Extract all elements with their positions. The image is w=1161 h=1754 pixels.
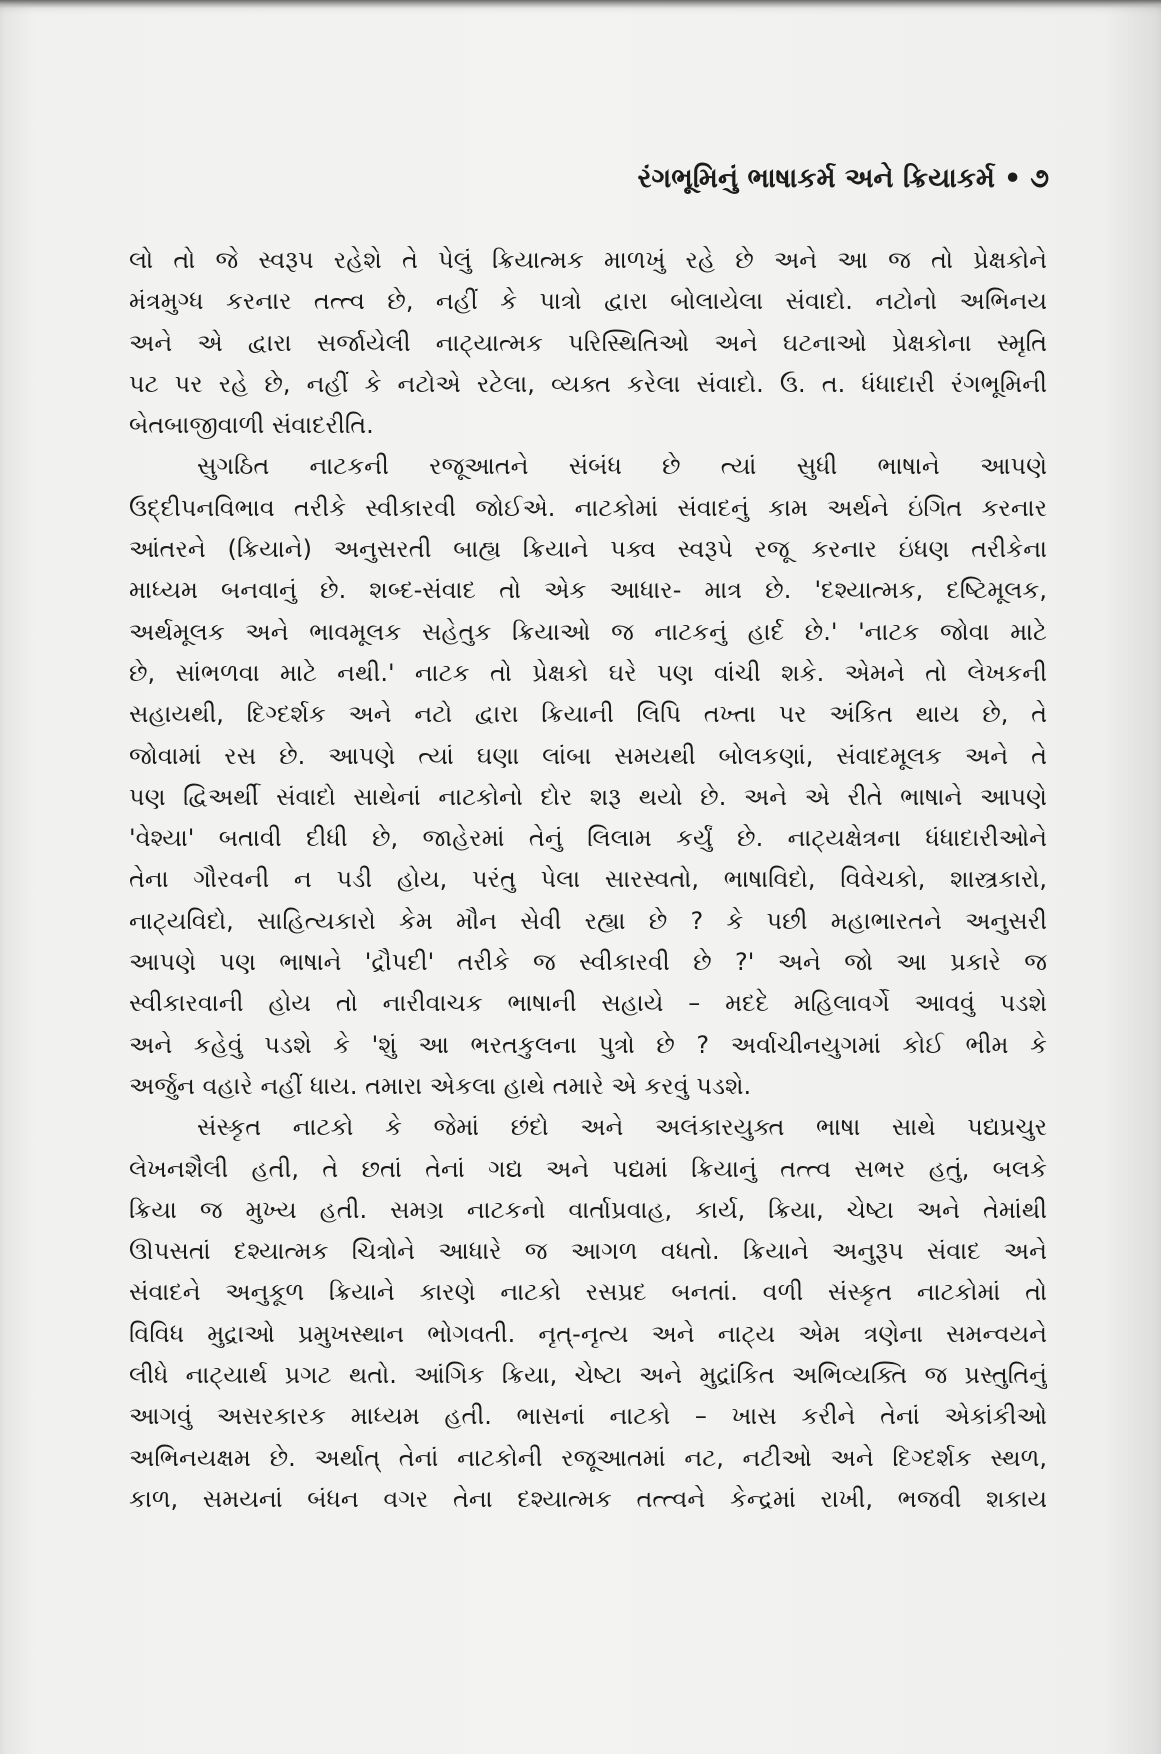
- body-text: [129, 240, 1047, 1520]
- running-head: [638, 163, 1049, 195]
- paragraph: [129, 240, 1047, 446]
- text-line: અને કહેવું પડશે કે 'શું આ ભરતકુલના પુત્રો છે ? અર્વાચીનયુગમાં કોઈ ભીમ કે: [129, 1030, 1047, 1059]
- text-line: વિવિધ મુદ્રાઓ પ્રમુખસ્થાન ભોગવતી. નૃત્-નૃત્ય અને નાટ્ય એમ ત્રણેના સમન્વયને: [129, 1319, 1047, 1348]
- page-top-edge-shadow: [0, 0, 1161, 8]
- text-line: બેતબાજીવાળી સંવાદરીતિ.: [129, 411, 374, 440]
- text-line: માધ્યમ બનવાનું છે. શબ્દ-સંવાદ તો એક આધાર- માત્ર છે. 'દશ્યાત્મક, દષ્ટિમૂલક,: [129, 576, 1047, 605]
- text-line: લીધે નાટ્યાર્થ પ્રગટ થતો. આંગિક ક્રિયા, ચેષ્ટા અને મુદ્રાંકિત અભિવ્યક્તિ જ પ્રસ્તુતિનું: [129, 1361, 1047, 1390]
- text-line: અભિનયક્ષમ છે. અર્થાત્ તેનાં નાટકોની રજૂઆતમાં નટ, નટીઓ અને દિગ્દર્શક સ્થળ,: [129, 1443, 1047, 1472]
- text-line: અર્જુન વહારે નહીં ધાય. તમારા એકલા હાથે તમારે એ કરવું પડશે.: [129, 1071, 752, 1100]
- text-line: સ્વીકારવાની હોય તો નારીવાચક ભાષાની સહાયે – મદદે મહિલાવર્ગે આવવું પડશે: [129, 989, 1047, 1018]
- running-head-title: રંગભૂમિનું ભાષાકર્મ અને ક્રિયાકર્મ: [637, 163, 995, 194]
- running-head-separator: •: [1003, 163, 1022, 194]
- page-number: ૭: [1030, 163, 1049, 194]
- text-line: છે, સાંભળવા માટે નથી.' નાટક તો પ્રેક્ષકો ઘરે પણ વાંચી શકે. એમને તો લેખકની: [129, 658, 1047, 687]
- text-line: તેના ગૌરવની ન પડી હોય, પરંતુ પેલા સારસ્વતો, ભાષાવિદો, વિવેચકો, શાસ્ત્રકારો,: [129, 865, 1047, 894]
- text-line: ઊપસતાં દશ્યાત્મક ચિત્રોને આધારે જ આગળ વધતો. ક્રિયાને અનુરૂપ સંવાદ અને: [129, 1237, 1047, 1266]
- text-line: સંવાદને અનુકૂળ ક્રિયાને કારણે નાટકો રસપ્રદ બનતાં. વળી સંસ્કૃત નાટકોમાં તો: [129, 1278, 1047, 1307]
- text-line: પણ દ્વિઅર્થી સંવાદો સાથેનાં નાટકોનો દોર શરૂ થયો છે. અને એ રીતે ભાષાને આપણે: [129, 782, 1047, 811]
- text-line: લો તો જે સ્વરૂપ રહેશે તે પેલું ક્રિયાત્મક માળખું રહે છે અને આ જ તો પ્રેક્ષકોને: [129, 246, 1047, 274]
- text-line: મંત્રમુગ્ધ કરનાર તત્ત્વ છે, નહીં કે પાત્રો દ્વારા બોલાયેલા સંવાદો. નટોનો અભિનય: [129, 287, 1047, 316]
- text-line: ક્રિયા જ મુખ્ય હતી. સમગ્ર નાટકનો વાર્તાપ્રવાહ, કાર્ય, ક્રિયા, ચેષ્ટા અને તેમાંથી: [129, 1195, 1047, 1224]
- text-line: અર્થમૂલક અને ભાવમૂલક સહેતુક ક્રિયાઓ જ નાટકનું હાર્દ છે.' 'નાટક જોવા માટે: [129, 617, 1047, 646]
- text-line: સુગઠિત નાટકની રજૂઆતને સંબંધ છે ત્યાં સુધી ભાષાને આપણે: [197, 452, 1047, 481]
- text-line: જોવામાં રસ છે. આપણે ત્યાં ઘણા લાંબા સમયથી બોલકણાં, સંવાદમૂલક અને તે: [129, 741, 1047, 770]
- paragraph: [129, 1107, 1047, 1520]
- text-line: સહાયથી, દિગ્દર્શક અને નટો દ્વારા ક્રિયાની લિપિ તખ્તા પર અંકિત થાય છે, તે: [129, 700, 1047, 729]
- text-line: આગવું અસરકારક માધ્યમ હતી. ભાસનાં નાટકો – ખાસ કરીને તેનાં એકાંકીઓ: [129, 1402, 1047, 1431]
- text-line: અને એ દ્વારા સર્જાયેલી નાટ્યાત્મક પરિસ્થિતિઓ અને ઘટનાઓ પ્રેક્ષકોના સ્મૃતિ: [129, 328, 1047, 357]
- text-line: લેખનશૈલી હતી, તે છતાં તેનાં ગદ્ય અને પદ્યમાં ક્રિયાનું તત્ત્વ સભર હતું, બલકે: [129, 1154, 1047, 1183]
- text-line: ઉદ્દીપનવિભાવ તરીકે સ્વીકારવી જોઈએ. નાટકોમાં સંવાદનું કામ અર્થને ઇંગિત કરનાર: [129, 493, 1047, 522]
- text-line: 'વેશ્યા' બતાવી દીધી છે, જાહેરમાં તેનું લિલામ કર્યું છે. નાટ્યક્ષેત્રના ધંધાદારીઓને: [129, 824, 1047, 853]
- text-line: કાળ, સમયનાં બંધન વગર તેના દશ્યાત્મક તત્ત્વને કેન્દ્રમાં રાખી, ભજવી શકાય: [129, 1484, 1047, 1513]
- paragraph: [129, 446, 1047, 1107]
- text-line: સંસ્કૃત નાટકો કે જેમાં છંદો અને અલંકારયુક્ત ભાષા સાથે પદ્યપ્રચુર: [197, 1113, 1047, 1142]
- text-line: નાટ્યવિદો, સાહિત્યકારો કેમ મૌન સેવી રહ્યા છે ? કે પછી મહાભારતને અનુસરી: [129, 906, 1047, 935]
- text-line: આંતરને (ક્રિયાને) અનુસરતી બાહ્ય ક્રિયાને પક્વ સ્વરૂપે રજૂ કરનાર ઇંધણ તરીકેના: [129, 535, 1047, 564]
- text-line: પટ પર રહે છે, નહીં કે નટોએ રટેલા, વ્યક્ત કરેલા સંવાદો. ઉ. ત. ધંધાદારી રંગભૂમિની: [129, 369, 1047, 398]
- text-line: આપણે પણ ભાષાને 'દ્રૌપદી' તરીકે જ સ્વીકારવી છે ?' અને જો આ પ્રકારે જ: [129, 948, 1047, 977]
